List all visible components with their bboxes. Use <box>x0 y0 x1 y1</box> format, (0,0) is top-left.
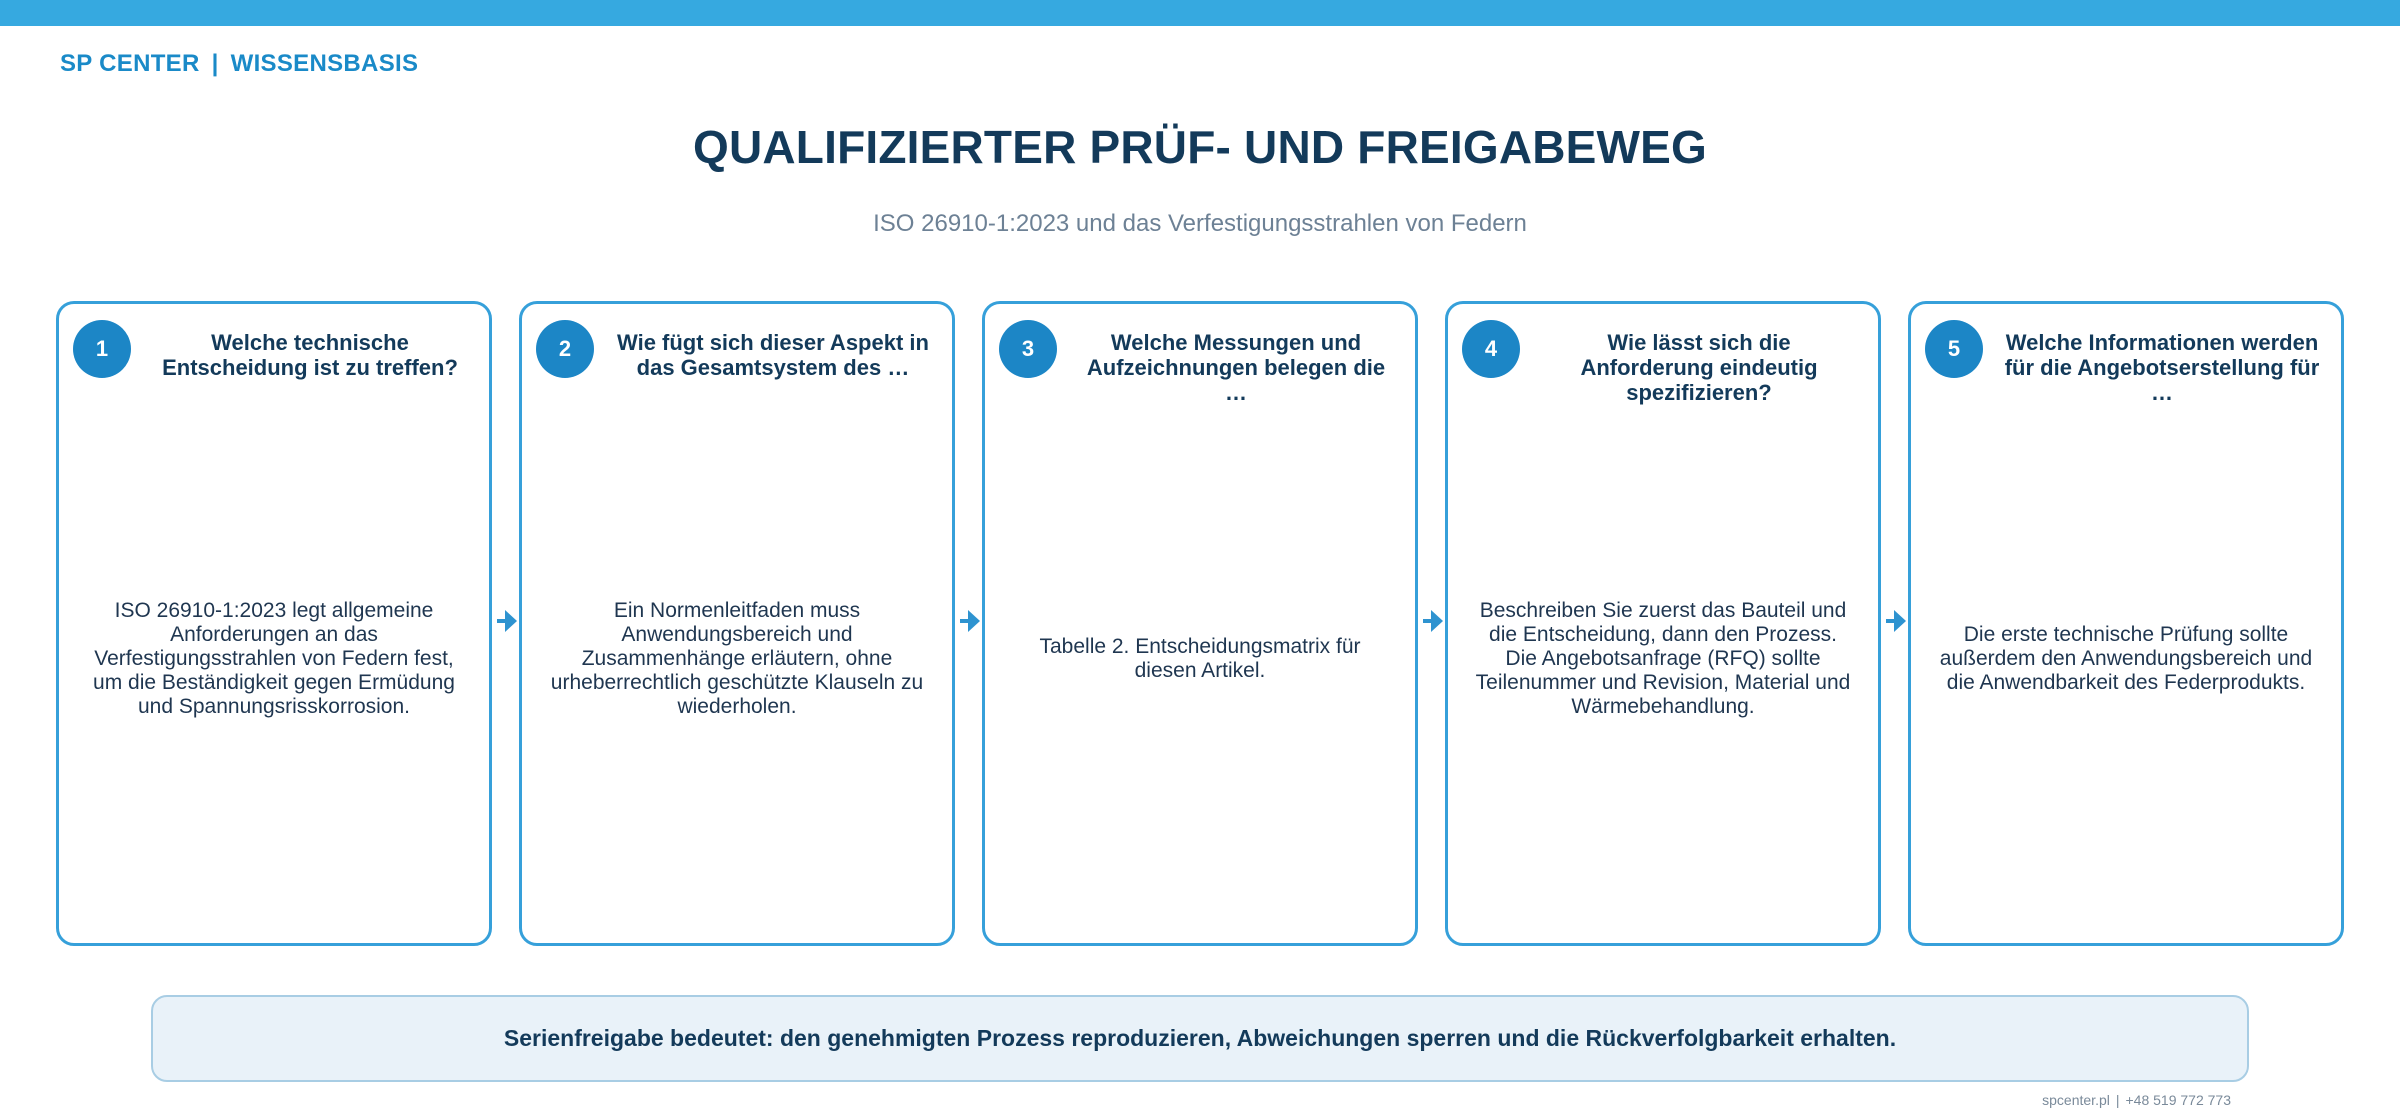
step-number-badge: 4 <box>1462 320 1520 378</box>
footer-phone: +48 519 772 773 <box>2125 1092 2231 1108</box>
step-body: ISO 26910-1:2023 legt allgemeine Anforderungen an das Verfestigungsstrahlen von Federn fest, um die Beständigkeit gegen Ermüdung und Spannungsrisskorrosion. <box>93 598 455 718</box>
footer-separator: | <box>2115 1092 2120 1108</box>
footer-website: spcenter.pl <box>2042 1092 2110 1108</box>
brand-name: SP CENTER <box>60 50 200 77</box>
summary-callout: Serienfreigabe bedeutet: den genehmigten Prozess reproduzieren, Abweichungen sperren und die Rückverfolgbarkeit erhalten. <box>151 995 2249 1082</box>
step-card-5 <box>1908 301 2344 946</box>
arrow-right-icon <box>1431 610 1443 632</box>
step-body: Ein Normenleitfaden muss Anwendungsbereich und Zusammenhänge erläutern, ohne urheberrechtlich geschützte Klauseln zu wiederholen. <box>550 598 924 718</box>
arrow-right-icon <box>1894 610 1906 632</box>
arrow-right-icon <box>505 610 517 632</box>
step-title: Wie fügt sich dieser Aspekt in das Gesamtsystem des … <box>617 330 929 380</box>
step-number-badge: 1 <box>73 320 131 378</box>
step-title: Welche Messungen und Aufzeichnungen belegen die … <box>1086 330 1386 405</box>
page-title: QUALIFIZIERTER PRÜF- UND FREIGABEWEG <box>692 121 1708 173</box>
step-number-badge: 3 <box>999 320 1057 378</box>
process-steps <box>56 301 2344 946</box>
step-card-3 <box>982 301 1418 946</box>
step-card-4 <box>1445 301 1881 946</box>
brand-header <box>60 50 418 78</box>
step-title: Wie lässt sich die Anforderung eindeutig spezifizieren? <box>1580 330 1818 405</box>
step-body: Beschreiben Sie zuerst das Bauteil und die Entscheidung, dann den Prozess. Die Angebotsanfrage (RFQ) sollte Teilenummer und Revision, Material und Wärmebehandlung. <box>1475 598 1851 718</box>
step-title: Welche Informationen werden für die Angebotserstellung für … <box>2004 330 2320 405</box>
arrow-right-icon <box>968 610 980 632</box>
step-card-2 <box>519 301 955 946</box>
step-body: Tabelle 2. Entscheidungsmatrix für diesen Artikel. <box>1039 634 1361 682</box>
top-accent-bar <box>0 0 2400 26</box>
brand-separator: | <box>211 50 219 77</box>
footer-contact <box>2042 1092 2231 1108</box>
step-title: Welche technische Entscheidung ist zu treffen? <box>162 330 458 380</box>
brand-section: WISSENSBASIS <box>230 50 419 77</box>
step-card-1 <box>56 301 492 946</box>
page-subtitle: ISO 26910-1:2023 und das Verfestigungsstrahlen von Federn <box>873 210 1527 237</box>
step-body: Die erste technische Prüfung sollte außerdem den Anwendungsbereich und die Anwendbarkeit des Federprodukts. <box>1939 622 2313 694</box>
step-number-badge: 5 <box>1925 320 1983 378</box>
step-number-badge: 2 <box>536 320 594 378</box>
